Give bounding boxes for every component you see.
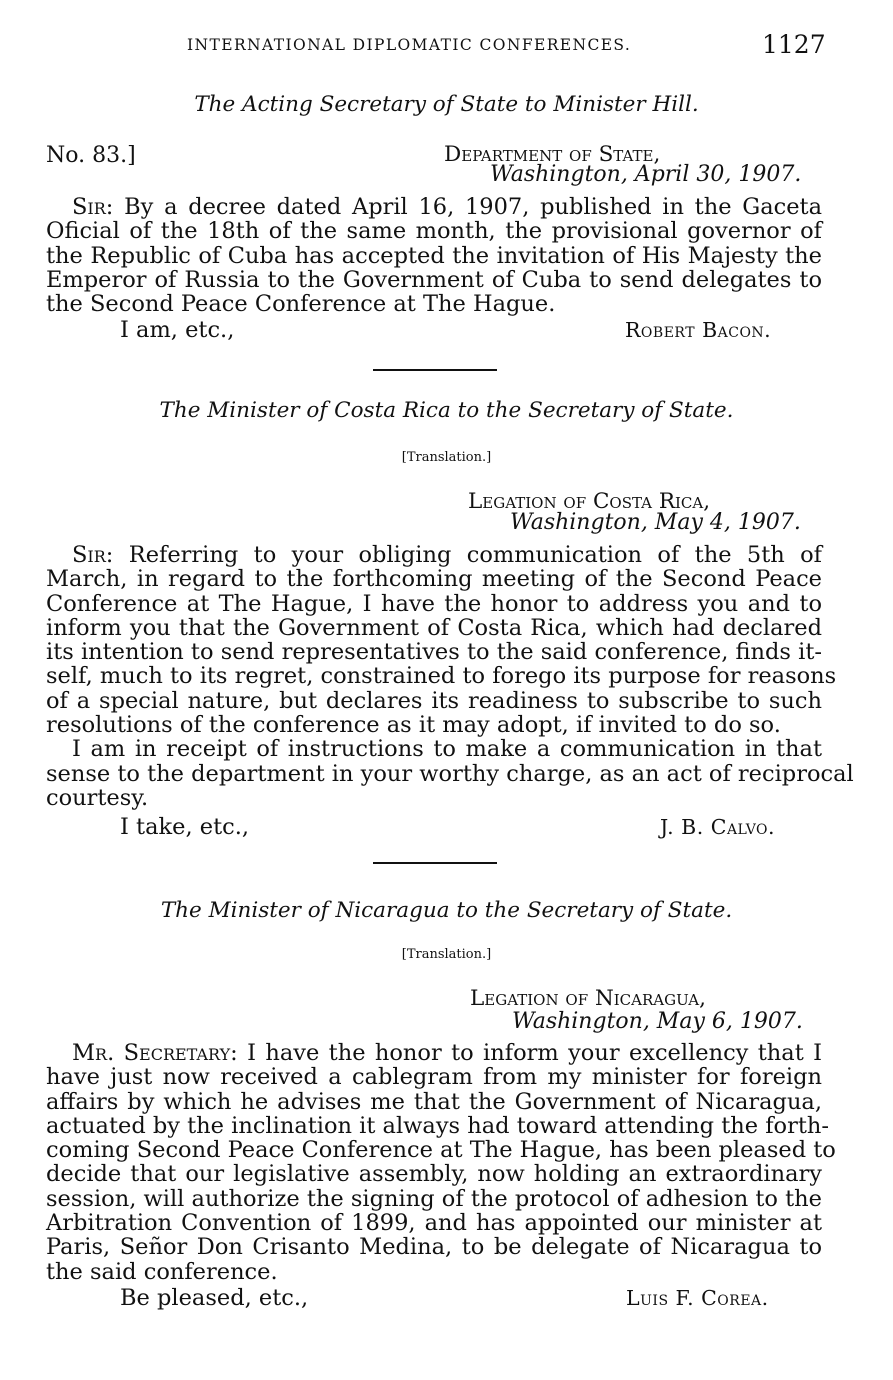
letter-3-body-line-2: have just now received a cablegram from my minister for foreign [46, 1064, 822, 1091]
letter-1-heading: The Acting Secretary of State to Minister Hill. [194, 92, 699, 117]
letter-3-body-line-8: Arbitration Convention of 1899, and has appointed our minister at [46, 1210, 822, 1237]
letter-2-salutation: Sir: [72, 542, 114, 568]
letter-1-number: No. 83.] [46, 143, 136, 168]
letter-3-body-line-6: decide that our legislative assembly, now holding an extraordinary [46, 1161, 822, 1188]
letter-2-body2-line-1: I am in receipt of instructions to make a communication in that [72, 736, 822, 763]
letter-2-body-line-4: inform you that the Government of Costa Rica, which had declared [46, 614, 822, 641]
letter-1-body-line-3: the Republic of Cuba has accepted the invitation of His Majesty the [46, 242, 822, 269]
letter-3-signature: Luis F. Corea. [626, 1286, 769, 1310]
letter-2-body2-line-3: courtesy. [46, 784, 149, 811]
letter-2-date: Washington, May 4, 1907. [510, 510, 801, 535]
letter-2-heading: The Minister of Costa Rica to the Secretary of State. [159, 398, 734, 423]
letter-3-body-line-3: affairs by which he advises me that the Government of Nicaragua, [46, 1088, 822, 1115]
letter-3-heading: The Minister of Nicaragua to the Secretary of State. [160, 898, 733, 923]
letter-3-body-line-7: session, will authorize the signing of the protocol of adhesion to the [46, 1185, 822, 1212]
letter-3-translation-note: [Translation.] [401, 947, 492, 962]
letter-1-date: Washington, April 30, 1907. [490, 162, 802, 187]
letter-1-closing: I am, etc., [120, 317, 235, 343]
letter-2-closing: I take, etc., [120, 814, 250, 840]
letter-3-place: Legation of Nicaragua, [470, 986, 706, 1011]
letter-1-salutation: Sir: [72, 194, 114, 220]
letter-2-body2-line-2: sense to the department in your worthy charge, as an act of reciprocal [46, 760, 854, 787]
letter-3-closing: Be pleased, etc., [120, 1285, 309, 1311]
letter-1-body [46, 195, 822, 316]
section-divider-2 [373, 862, 497, 864]
letter-1-body-line-4: Emperor of Russia to the Government of Cuba to send delegates to [46, 266, 822, 293]
section-divider-1 [373, 369, 497, 371]
letter-2-body-line-8: resolutions of the conference as it may adopt, if invited to do so. [46, 712, 781, 739]
letter-3-body-line-10: the said conference. [46, 1258, 278, 1285]
letter-3-salutation: Mr. Secretary: [72, 1040, 238, 1066]
letter-3-body-line-1: Mr. Secretary: I have the honor to inform your excellency that I [72, 1040, 822, 1066]
letter-3-body-line-4: actuated by the inclination it always had toward attending the forth- [46, 1112, 829, 1139]
running-title: INTERNATIONAL DIPLOMATIC CONFERENCES. [187, 36, 632, 54]
letter-2-body-line-2: March, in regard to the forthcoming meeting of the Second Peace [46, 566, 822, 593]
letter-1-body-line-1: Sir: By a decree dated April 16, 1907, published in the Gaceta [72, 194, 823, 220]
letter-1-signature: Robert Bacon. [625, 318, 772, 342]
letter-2-translation-note: [Translation.] [401, 450, 492, 465]
letter-2-body-line-6: self, much to its regret, constrained to forego its purpose for reasons [46, 663, 837, 690]
letter-2-body-line-1: Sir: Referring to your obliging communication of the 5th of [72, 542, 823, 568]
letter-2-body-line-5: its intention to send representatives to the said conference, finds it- [46, 639, 822, 666]
letter-3-body [46, 1040, 836, 1285]
letter-2-body-line-3: Conference at The Hague, I have the honor to address you and to [46, 590, 822, 617]
page-number: 1127 [762, 30, 826, 59]
letter-2-body [46, 542, 854, 811]
letter-3-body-line-5: coming Second Peace Conference at The Hague, has been pleased to [46, 1137, 836, 1164]
letter-2-body-line-7: of a special nature, but declares its readiness to subscribe to such [46, 687, 822, 714]
letter-2-signature: J. B. Calvo. [660, 815, 776, 839]
letter-1-place: Department of State, [444, 142, 661, 167]
letter-2-place: Legation of Costa Rica, [468, 489, 711, 514]
letter-3-date: Washington, May 6, 1907. [512, 1009, 803, 1034]
letter-3-body-line-9: Paris, Señor Don Crisanto Medina, to be delegate of Nicaragua to [46, 1234, 822, 1261]
letter-1-body-line-2: Oficial of the 18th of the same month, the provisional governor of [46, 218, 822, 245]
letter-1-body-line-5: the Second Peace Conference at The Hague. [46, 291, 556, 318]
